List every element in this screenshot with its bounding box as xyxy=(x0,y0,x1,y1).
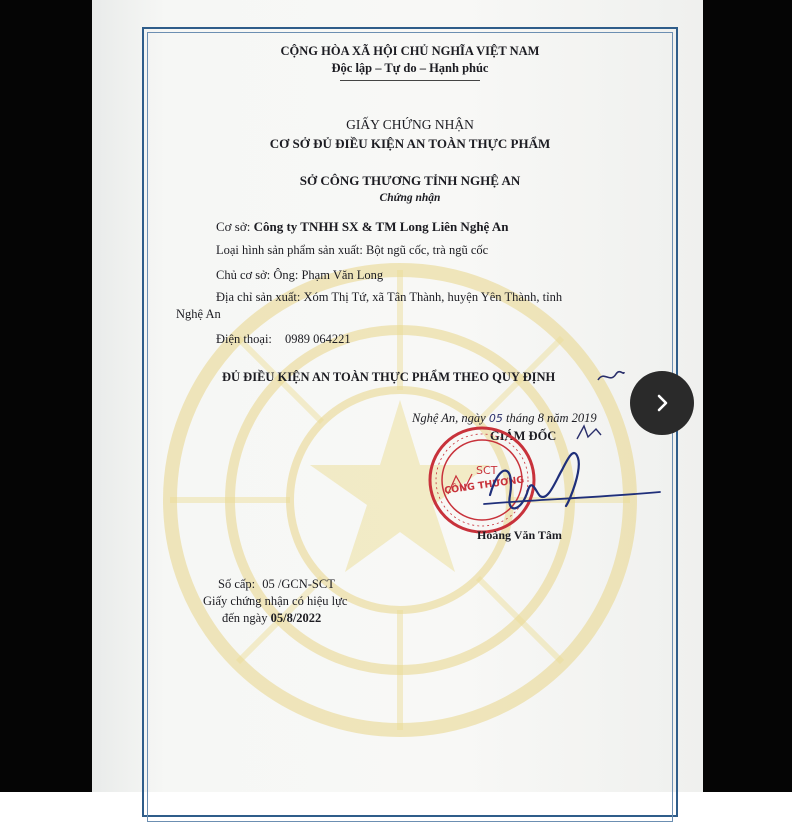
valid-until-label: đến ngày xyxy=(222,611,268,625)
number-label: Số cấp: xyxy=(218,577,256,591)
seal-inner-text: CÔNG THƯƠNG xyxy=(443,474,525,497)
owner-value: Ông: Phạm Văn Long xyxy=(273,268,384,282)
facility-value: Công ty TNHH SX & TM Long Liên Nghệ An xyxy=(253,219,509,234)
motto: Độc lập – Tự do – Hạnh phúc xyxy=(331,61,489,75)
place-date-prefix: Nghệ An, ngày xyxy=(412,411,486,425)
certifies-label: Chứng nhận xyxy=(379,192,441,204)
right-black-bar xyxy=(703,0,792,792)
owner-row xyxy=(216,268,383,283)
address-value-line2: Nghệ An xyxy=(176,307,221,321)
date-year: 2019 xyxy=(571,411,597,425)
chevron-right-icon xyxy=(651,392,673,414)
facility-label: Cơ sở: xyxy=(216,219,251,234)
month-label: tháng xyxy=(505,411,535,425)
republic-heading: CỘNG HÒA XÃ HỘI CHỦ NGHĨA VIỆT NAM xyxy=(280,44,540,58)
issuer-name: SỞ CÔNG THƯƠNG TỈNH NGHỆ AN xyxy=(299,173,521,188)
product-row xyxy=(216,243,488,258)
valid-until-value: 05/8/2022 xyxy=(270,611,322,625)
certificate-title: GIẤY CHỨNG NHẬN xyxy=(346,117,474,132)
valid-until-row xyxy=(222,611,321,626)
initial-scribble xyxy=(596,366,626,386)
date-month: 8 xyxy=(537,411,544,425)
date-day: 05 xyxy=(488,412,503,425)
director-title: GIÁM ĐỐC xyxy=(490,429,557,443)
address-label: Địa chỉ sản xuất: xyxy=(216,290,301,304)
director-signature xyxy=(470,440,670,530)
number-value: 05 /GCN-SCT xyxy=(262,577,335,591)
year-label: năm xyxy=(546,411,569,425)
owner-label: Chủ cơ sở: xyxy=(216,268,271,282)
phone-row xyxy=(216,332,351,347)
left-black-bar xyxy=(0,0,92,792)
product-value: Bột ngũ cốc, trà ngũ cốc xyxy=(365,243,489,257)
seal-center-text: SCT xyxy=(476,464,498,477)
address-row xyxy=(216,290,562,305)
phone-label: Điện thoại: xyxy=(216,332,272,346)
phone-value: 0989 064221 xyxy=(285,332,351,346)
certificate-subtitle: CƠ SỞ ĐỦ ĐIỀU KIỆN AN TOÀN THỰC PHẨM xyxy=(269,136,551,151)
product-label: Loại hình sản phẩm sản xuất: xyxy=(216,243,363,257)
facility-row xyxy=(216,219,508,235)
address-value-line1: Xóm Thị Tứ, xã Tân Thành, huyện Yên Thành, tỉnh xyxy=(303,290,563,304)
validity-label: Giấy chứng nhận có hiệu lực xyxy=(203,594,348,608)
compliance-statement: ĐỦ ĐIỀU KIỆN AN TOÀN THỰC PHẨM THEO QUY ĐỊNH xyxy=(222,370,556,384)
director-name: Hoàng Văn Tâm xyxy=(477,528,562,542)
motto-underline xyxy=(340,79,480,81)
certificate-number-row xyxy=(218,577,335,592)
next-image-button[interactable] xyxy=(630,371,694,435)
